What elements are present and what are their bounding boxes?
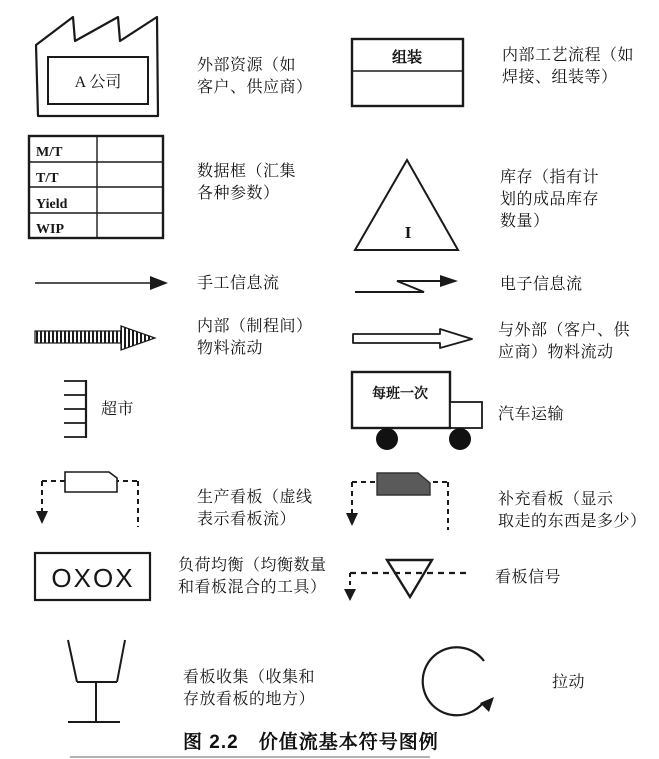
production-kanban-icon — [36, 472, 138, 527]
kanban-post-icon — [68, 640, 125, 722]
data-box-row-2: T/T — [36, 171, 59, 186]
label-electronic-info-flow: 电子信息流 — [500, 276, 583, 293]
outline-arrow-icon — [353, 329, 472, 348]
figure-caption: 图 2.2 价值流基本符号图例 — [183, 732, 439, 753]
process-box-text: 组装 — [391, 49, 423, 66]
label-internal-material-flow: 内部（制程间） 物料流动 — [197, 318, 313, 357]
label-load-leveling: 负荷均衡（均衡数量 和看板混合的工具） — [178, 557, 327, 596]
truck-icon — [352, 372, 482, 450]
electronic-info-arrow-icon — [355, 275, 458, 292]
kanban-signal-icon — [344, 560, 468, 601]
truck-frequency-text: 每班一次 — [372, 385, 428, 401]
label-pull: 拉动 — [552, 674, 586, 691]
label-supermarket: 超市 — [101, 401, 135, 418]
label-withdrawal-kanban: 补充看板（显示 取走的东西是多少） — [498, 491, 647, 530]
label-manual-info-flow: 手工信息流 — [197, 275, 280, 292]
load-leveling-icon — [35, 553, 150, 600]
label-internal-process: 内部工艺流程（如 焊接、组装等） — [502, 47, 635, 86]
process-box-icon — [352, 39, 463, 106]
striped-arrow-icon — [35, 326, 155, 350]
pull-arrow-icon — [423, 647, 494, 715]
withdrawal-kanban-icon — [346, 473, 448, 530]
data-box-row-3: Yield — [36, 197, 68, 212]
label-external-source: 外部资源（如 客户、供应商） — [197, 57, 313, 96]
manual-info-arrow-icon — [35, 276, 168, 290]
data-box-icon — [29, 136, 163, 238]
label-inventory: 库存（指有计 划的成品库存 数量） — [500, 169, 600, 230]
label-truck-transport: 汽车运输 — [498, 406, 565, 423]
data-box-row-4: WIP — [36, 222, 64, 237]
label-external-material-flow: 与外部（客户、供 应商）物料流动 — [498, 322, 631, 361]
factory-company-text: A 公司 — [74, 74, 122, 91]
label-kanban-signal: 看板信号 — [495, 569, 562, 586]
inventory-letter: I — [404, 223, 412, 242]
load-leveling-text: OXOX — [51, 563, 135, 593]
inventory-triangle-icon — [355, 160, 458, 250]
data-box-row-1: M/T — [36, 145, 63, 160]
factory-icon — [36, 17, 158, 116]
label-kanban-post: 看板收集（收集和 存放看板的地方） — [183, 669, 316, 708]
label-data-box: 数据框（汇集 各种参数） — [197, 163, 297, 202]
supermarket-icon — [64, 380, 86, 438]
label-production-kanban: 生产看板（虚线 表示看板流） — [197, 489, 313, 528]
